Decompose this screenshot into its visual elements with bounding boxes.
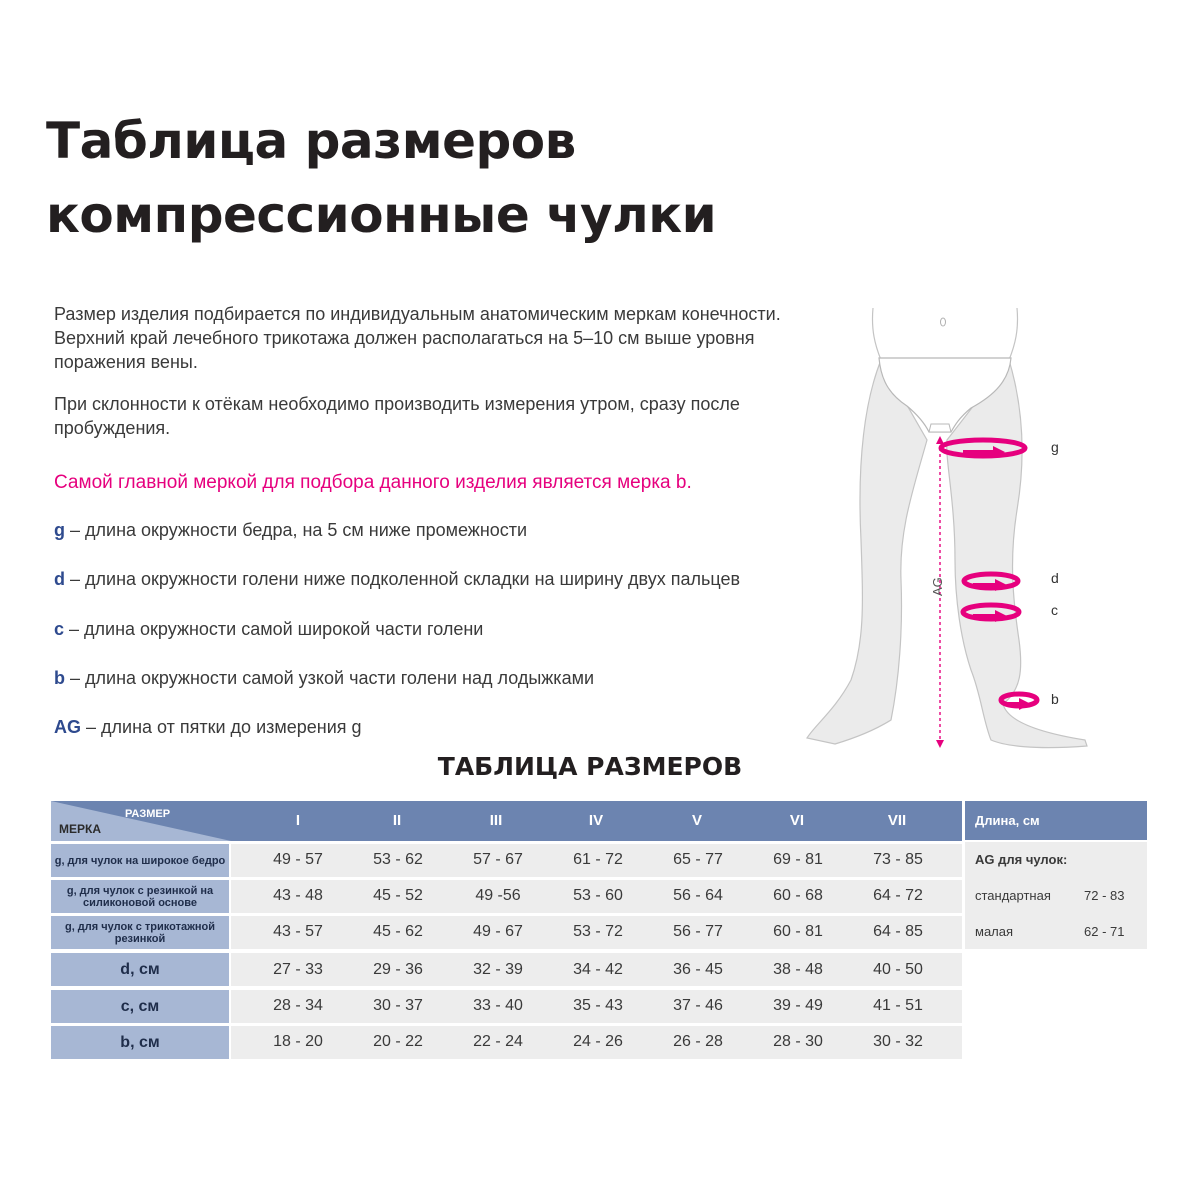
table-cell: 60 - 81 bbox=[773, 923, 823, 940]
table-cell: 56 - 77 bbox=[673, 923, 723, 940]
definition-text: – длина окружности самой узкой части голени над лодыжками bbox=[65, 668, 595, 688]
b-measure-band bbox=[1001, 694, 1037, 710]
table-cell: 53 - 62 bbox=[373, 851, 423, 868]
table-cell: 45 - 62 bbox=[373, 923, 423, 940]
definition-ag bbox=[54, 717, 362, 738]
table-cell: 18 - 20 bbox=[273, 1033, 323, 1050]
table-cell: 43 - 48 bbox=[273, 887, 323, 904]
length-item-label: стандартная bbox=[975, 888, 1051, 903]
header-size-label: РАЗМЕР bbox=[125, 808, 171, 820]
intro-paragraph-1: Размер изделия подбирается по индивидуальным анатомическим меркам конечности. Верхний край лечебного трикотажа должен располагаться на 5–10 см выше уровня поражения вены. bbox=[54, 304, 781, 372]
table-cell: 29 - 36 bbox=[373, 961, 423, 978]
length-item-value: 72 - 83 bbox=[1084, 888, 1125, 903]
table-cell: 53 - 72 bbox=[573, 923, 623, 940]
table-cell: 41 - 51 bbox=[873, 997, 923, 1014]
table-cell: 38 - 48 bbox=[773, 961, 823, 978]
table-cell: 53 - 60 bbox=[573, 887, 623, 904]
table-cell: 34 - 42 bbox=[573, 961, 623, 978]
table-cell: 60 - 68 bbox=[773, 887, 823, 904]
table-cell: 45 - 52 bbox=[373, 887, 423, 904]
table-cell: 49 - 67 bbox=[473, 923, 523, 940]
definition-key: d bbox=[54, 569, 65, 589]
row-label: g, для чулок на широкое бедро bbox=[51, 844, 229, 877]
length-item-value: 62 - 71 bbox=[1084, 924, 1125, 939]
size-col-I: I bbox=[295, 812, 301, 829]
table-cell: 33 - 40 bbox=[473, 997, 523, 1014]
table-cell: 64 - 72 bbox=[873, 887, 923, 904]
table-cell: 37 - 46 bbox=[673, 997, 723, 1014]
table-cell: 61 - 72 bbox=[573, 851, 623, 868]
definition-key: b bbox=[54, 668, 65, 688]
ag-label: AG bbox=[930, 577, 945, 596]
table-cell: 49 - 57 bbox=[273, 851, 323, 868]
b-label: b bbox=[1051, 691, 1059, 707]
table-cell: 26 - 28 bbox=[673, 1033, 723, 1050]
table-cell: 57 - 67 bbox=[473, 851, 523, 868]
size-col-II: II bbox=[392, 812, 402, 829]
page-title bbox=[46, 104, 716, 252]
table-cell: 35 - 43 bbox=[573, 997, 623, 1014]
table-cell: 64 - 85 bbox=[873, 923, 923, 940]
definition-g bbox=[54, 520, 527, 541]
table-cell: 43 - 57 bbox=[273, 923, 323, 940]
table-cell: 73 - 85 bbox=[873, 851, 923, 868]
g-label: g bbox=[1051, 439, 1059, 455]
size-col-VII: VII bbox=[887, 812, 907, 829]
table-cell: 27 - 33 bbox=[273, 961, 323, 978]
ag-title: AG для чулок: bbox=[975, 852, 1068, 867]
header-merka-label: МЕРКА bbox=[59, 822, 101, 836]
table-cell: 49 -56 bbox=[475, 887, 521, 904]
definition-key: g bbox=[54, 520, 65, 540]
c-label: c bbox=[1051, 602, 1058, 618]
table-cell: 28 - 34 bbox=[273, 997, 323, 1014]
definition-text: – длина окружности самой широкой части голени bbox=[64, 619, 484, 639]
table-cell: 32 - 39 bbox=[473, 961, 523, 978]
definition-d bbox=[54, 569, 740, 590]
row-label: g, для чулок с трикотажной резинкой bbox=[51, 916, 229, 949]
intro-paragraph-2: При склонности к отёкам необходимо производить измерения утром, сразу после пробуждения. bbox=[54, 394, 740, 438]
size-col-V: V bbox=[691, 812, 702, 829]
table-cell: 20 - 22 bbox=[373, 1033, 423, 1050]
definition-text: – длина окружности голени ниже подколенной складки на ширину двух пальцев bbox=[65, 569, 741, 589]
length-table-body bbox=[965, 842, 1147, 949]
row-label: b, см bbox=[51, 1026, 229, 1059]
table-cell: 30 - 37 bbox=[373, 997, 423, 1014]
page-title-line-2: компрессионные чулки bbox=[46, 186, 717, 244]
length-item-label: малая bbox=[975, 924, 1014, 939]
table-cell: 65 - 77 bbox=[673, 851, 723, 868]
table-cell: 69 - 81 bbox=[773, 851, 823, 868]
table-cell: 24 - 26 bbox=[573, 1033, 623, 1050]
definition-text: – длина окружности бедра, на 5 см ниже промежности bbox=[65, 520, 528, 540]
definition-b bbox=[54, 668, 594, 689]
highlight-note: Самой главной меркой для подбора данного изделия является мерка b. bbox=[54, 472, 692, 493]
leg-illustration bbox=[795, 300, 1095, 750]
header-corner bbox=[51, 801, 231, 841]
size-table-header bbox=[51, 801, 962, 841]
table-cell: 40 - 50 bbox=[873, 961, 923, 978]
table-cell: 56 - 64 bbox=[673, 887, 723, 904]
size-col-VI: VI bbox=[789, 812, 805, 829]
page-title-line-1: Таблица размеров bbox=[46, 112, 576, 170]
size-table-title: ТАБЛИЦА РАЗМЕРОВ bbox=[437, 752, 743, 781]
table-cell: 39 - 49 bbox=[773, 997, 823, 1014]
table-cell: 28 - 30 bbox=[773, 1033, 823, 1050]
d-label: d bbox=[1051, 570, 1059, 586]
intro-text bbox=[54, 302, 844, 458]
table-cell: 30 - 32 bbox=[873, 1033, 923, 1050]
size-col-III: III bbox=[489, 812, 503, 829]
row-label: d, см bbox=[51, 953, 229, 986]
definition-key: AG bbox=[54, 717, 81, 737]
definition-key: c bbox=[54, 619, 65, 639]
row-label: c, см bbox=[51, 990, 229, 1023]
table-cell: 22 - 24 bbox=[473, 1033, 523, 1050]
definition-c bbox=[54, 619, 483, 640]
row-label: g, для чулок с резинкой на силиконовой основе bbox=[51, 880, 229, 913]
size-col-IV: IV bbox=[588, 812, 604, 829]
table-cell: 36 - 45 bbox=[673, 961, 723, 978]
length-table-header: Длина, см bbox=[965, 801, 1147, 840]
definition-text: – длина от пятки до измерения g bbox=[81, 717, 362, 737]
